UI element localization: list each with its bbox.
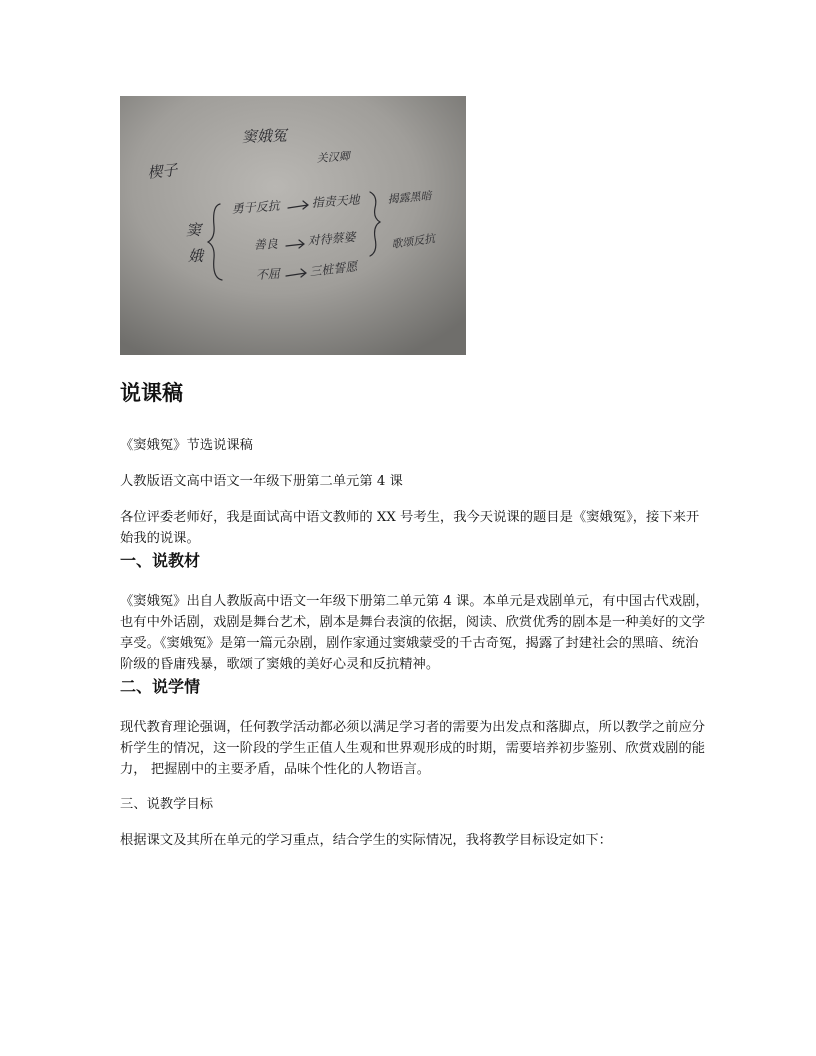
section-textbook-heading: 一、说教材 (120, 551, 201, 570)
photo-character-2: 娥 (188, 247, 204, 265)
section-textbook-body: 《窦娥冤》出自人教版高中语文一年级下册第二单元第 4 课。本单元是戏剧单元，有中国古代戏剧，也有中外话剧，戏剧是舞台艺术，剧本是舞台表演的依据，阅读、欣赏优秀的剧本是一种美好的文学享受。《窦娥冤》是第一篇元杂剧，剧作家通过窦娥蒙受的千古奇冤，揭露了封建社会的黑暗、统治阶级的昏庸残暴，歌颂了窦娥的美好心灵和反抗精神。 (120, 594, 709, 672)
photo-result-3: 三桩誓愿 (308, 259, 359, 279)
photo-character-1: 窦 (186, 221, 202, 239)
photo-trait-1: 勇于反抗 (231, 198, 281, 216)
photo-result-2: 对待蔡婆 (307, 229, 357, 248)
handwritten-notes-photo (120, 96, 466, 355)
document-title: 说课稿 (120, 381, 183, 405)
photo-wedge: 楔子 (146, 160, 179, 182)
photo-theme-2: 歌颂反抗 (390, 231, 436, 251)
section-goals-body: 根据课文及其所在单元的学习重点，结合学生的实际情况，我将教学目标设定如下： (120, 833, 612, 848)
photo-trait-2: 善良 (253, 236, 279, 252)
photo-theme-1: 揭露黑暗 (387, 189, 433, 206)
photo-trait-3: 不屈 (255, 266, 281, 282)
document-page (120, 96, 710, 851)
photo-author: 关汉卿 (316, 149, 351, 165)
section-students-heading: 二、说学情 (120, 677, 201, 696)
photo-title: 窦娥冤 (241, 126, 288, 146)
paper-background (120, 96, 466, 355)
intro-paragraph: 各位评委老师好，我是面试高中语文教师的 XX 号考生，我今天说课的题目是《窦娥冤》，接下来开始我的说课。 (120, 510, 700, 546)
photo-result-1: 指责天地 (311, 192, 361, 210)
section-students-body: 现代教育理论强调，任何教学活动都必须以满足学习者的需要为出发点和落脚点，所以教学之前应分析学生的情况，这一阶段的学生正值人生观和世界观形成的时期，需要培养初步鉴别、欣赏戏剧的能力， 把握剧中的主要矛盾，品味个性化的人物语言。 (120, 720, 706, 777)
section-goals-heading: 三、说教学目标 (120, 797, 214, 812)
lesson-subtitle: 《窦娥冤》节选说课稿 (120, 438, 253, 453)
course-info: 人教版语文高中语文一年级下册第二单元第 4 课 (120, 474, 403, 489)
